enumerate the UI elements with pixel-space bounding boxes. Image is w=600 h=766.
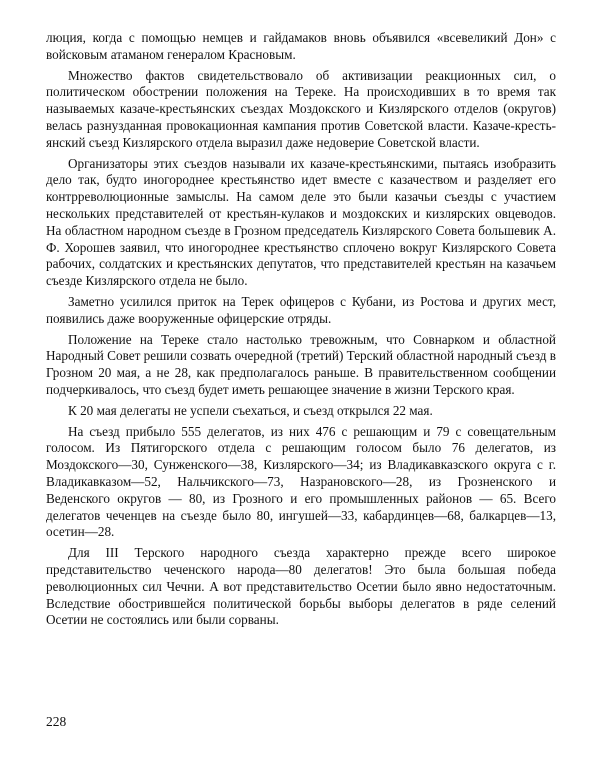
body-text (46, 30, 556, 633)
paragraph-4: Заметно усилился приток на Терек офицеров с Кубани, из Ростова и других мест, появились даже вооруженные офицерские отряды. (46, 293, 556, 326)
paragraph-7: На съезд прибыло 555 делегатов, из них 476 с решающим и 79 с совещательным голосом. Из Пятигорского отдела с решающим голосом было 76 делегатов, из Моздокского—30, Сунженского—38, Кизлярского—34; из Владикавказского округа с г. Владикавказом—52, Нальчикского—73, Назрановского—28, из Грозненского и Веденского округов — 80, из Грозного и его промышленных районов — 65. Всего делегатов чеченцев на съезде было 80, ингушей—33, кабардинцев—68, балкарцев—13, осетин—28. (46, 423, 556, 540)
paragraph-6: К 20 мая делегаты не успели съехаться, и съезд открылся 22 мая. (68, 402, 433, 418)
page-number: 228 (46, 714, 67, 729)
paragraph-3: Организаторы этих съездов называли их казаче-крестьянскими, пытаясь изобразить дело так, будто иногороднее крестьянство идет вместе с казачеством и разделяет его контрреволюционные замыслы. На самом деле это были казачьи съезды с участием нескольких представителей от крестьян-кулаков и моздокских и кизлярских овцеводов. На областном народном съезде в Грозном председатель Кизлярского Совета большевик А. Ф. Хорошев заявил, что иногороднее крестьянство сплочено вокруг Кизлярского Совета рабочих, солдатских и крестьянских депутатов, что представителей крестьян на казачьем съезде Кизлярского отдела не было. (46, 155, 556, 289)
paragraph-5: Положение на Тереке стало настолько тревожным, что Совнарком и областной Народный Совет решили созвать очередной (третий) Терский областной народный съезд в Грозном 20 мая, а не 28, как предполагалось раньше. В правительственном сообщении подчеркивалось, что съезд будет иметь решающее значение в жизни Терского края. (46, 331, 556, 397)
paragraph-8: Для III Терского народного съезда характерно прежде всего широкое представительство чеченского народа—80 делегатов! Это была большая победа революционных сил Чечни. А вот представительство Осетии было явно недостаточным. Вследствие обострившейся политической борьбы выборы делегатов в ряде селений Осетии не состоялись или были сорваны. (46, 545, 556, 628)
paragraph-1: люция, когда с помощью немцев и гайдамаков вновь объявился «всевеликий Дон» с войсковым атаманом генералом Красновым. (46, 30, 556, 62)
paragraph-2: Множество фактов свидетельствовало об активизации реакционных сил, о политическом обострении положения на Тереке. На происходивших в то время так называемых казаче-крестьянских съездах Моздокского и Кизлярского отделов (округов) велась разнузданная провокационная кампания против Советской власти. Казаче-крестьянский съезд Кизлярского отдела выразил даже недоверие Советской власти. (46, 67, 556, 150)
